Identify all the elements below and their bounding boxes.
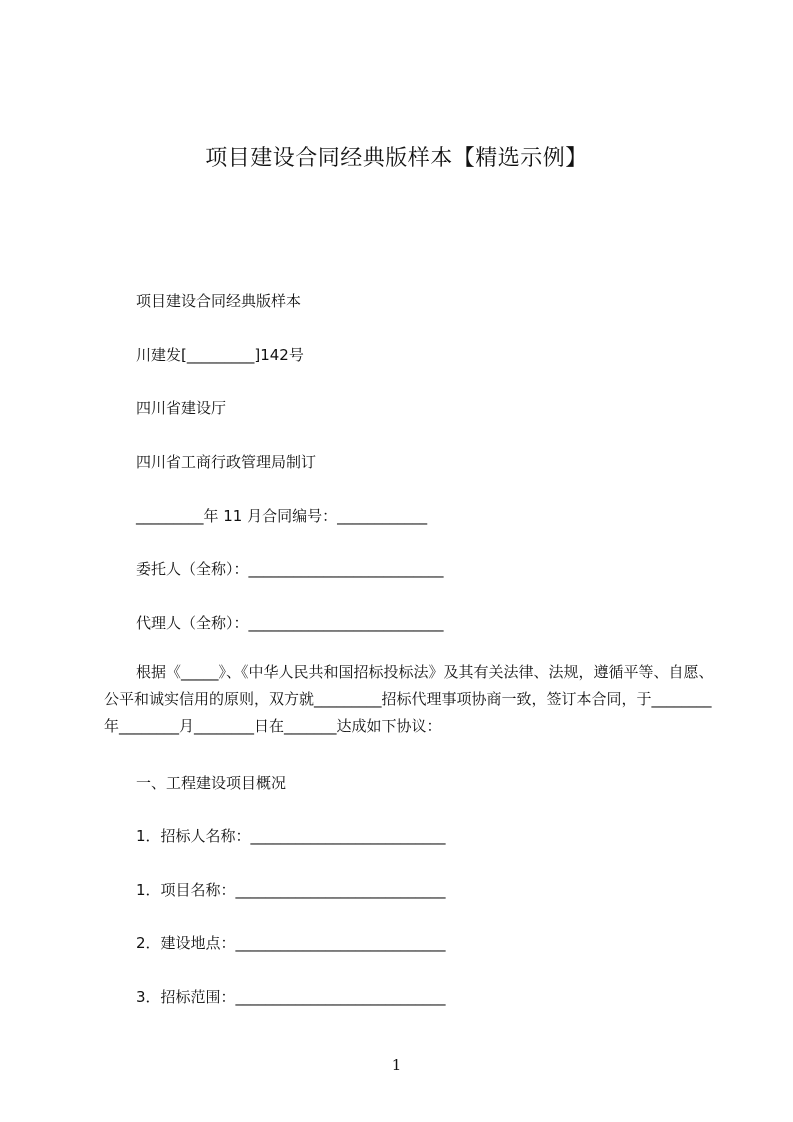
list-item: 3．招标范围：____________________________ bbox=[136, 988, 446, 1006]
document-title: 项目建设合同经典版样本【精选示例】 bbox=[205, 146, 588, 171]
agent-name-line: 代理人（全称）：__________________________ bbox=[136, 614, 444, 632]
issuer-line: 四川省工商行政管理局制订 bbox=[136, 453, 317, 471]
section-heading: 一、工程建设项目概况 bbox=[136, 774, 287, 792]
document-subtitle: 项目建设合同经典版样本 bbox=[136, 292, 302, 310]
preamble-paragraph: 根据《_____》、《中华人民共和国招标投标法》及其有关法律、法规，遵循平等、自愿、公平和诚实信用的原则，双方就_________招标代理事项协商一致，签订本合同，于________年________月________日在_______达成如下协议： bbox=[104, 663, 714, 735]
issuer-line: 四川省建设厅 bbox=[136, 399, 227, 417]
client-name-line: 委托人（全称）：__________________________ bbox=[136, 560, 444, 578]
page-number: 1 bbox=[391, 1056, 402, 1074]
document-number: 川建发[_________]142号 bbox=[136, 346, 304, 364]
list-item: 1．招标人名称：__________________________ bbox=[136, 827, 446, 845]
list-item: 1．项目名称：____________________________ bbox=[136, 881, 446, 899]
date-contract-number-line: _________年 11 月合同编号：____________ bbox=[136, 507, 428, 525]
list-item: 2．建设地点：____________________________ bbox=[136, 934, 446, 952]
